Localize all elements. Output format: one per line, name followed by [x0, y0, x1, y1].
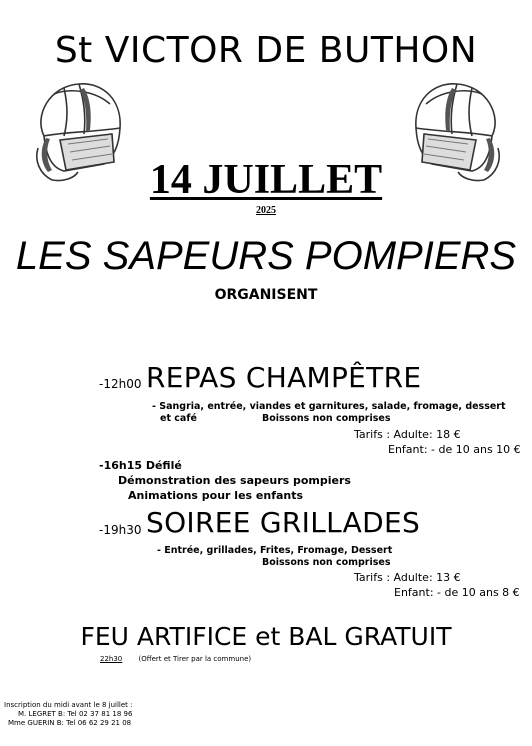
repas-menu-line2a: et café [160, 413, 197, 424]
repas-time: -12h00 [99, 377, 142, 391]
repas-title: REPAS CHAMPÊTRE [146, 361, 422, 394]
feu-title: FEU ARTIFICE et BAL GRATUIT [80, 622, 452, 651]
town-title: St VICTOR DE BUTHON [54, 30, 478, 71]
organizer-name: LES SAPEURS POMPIERS [15, 234, 517, 278]
contact-line2: M. LEGRET B: Tel 02 37 81 18 96 [18, 710, 133, 718]
defile-line1: Démonstration des sapeurs pompiers [118, 474, 351, 487]
repas-tarif-adulte: Tarifs : Adulte: 18 € [354, 428, 461, 441]
organizer-verb: ORGANISENT [214, 287, 318, 303]
soiree-time: -19h30 [99, 523, 142, 537]
contact-line3: Mme GUERIN B: Tel 06 62 29 21 08 [8, 719, 132, 727]
repas-tarif-enfant: Enfant: - de 10 ans 10 € [388, 443, 521, 456]
event-date: 14 JUILLET [149, 157, 383, 203]
contact-line1: Inscription du midi avant le 8 juillet : [4, 701, 133, 709]
soiree-title: SOIREE GRILLADES [146, 506, 421, 539]
event-year: 2025 [256, 205, 276, 216]
repas-menu-line1: - Sangria, entrée, viandes et garnitures, salade, fromage, dessert [152, 401, 506, 412]
contact-block [4, 701, 133, 728]
defile-title: -16h15 Défilé [99, 459, 182, 472]
soiree-menu-line2: Boissons non comprises [262, 557, 391, 568]
feu-note [100, 655, 251, 663]
soiree-tarif-adulte: Tarifs : Adulte: 13 € [354, 571, 461, 584]
soiree-menu-line1: - Entrée, grillades, Frites, Fromage, Dessert [157, 545, 393, 556]
defile-line2: Animations pour les enfants [128, 489, 304, 502]
repas-menu-line2b: Boissons non comprises [262, 413, 391, 424]
feu-time: 22h30 [100, 655, 123, 663]
feu-offert: (Offert et Tirer par la commune) [138, 655, 252, 663]
soiree-tarif-enfant: Enfant: - de 10 ans 8 € [394, 586, 520, 599]
